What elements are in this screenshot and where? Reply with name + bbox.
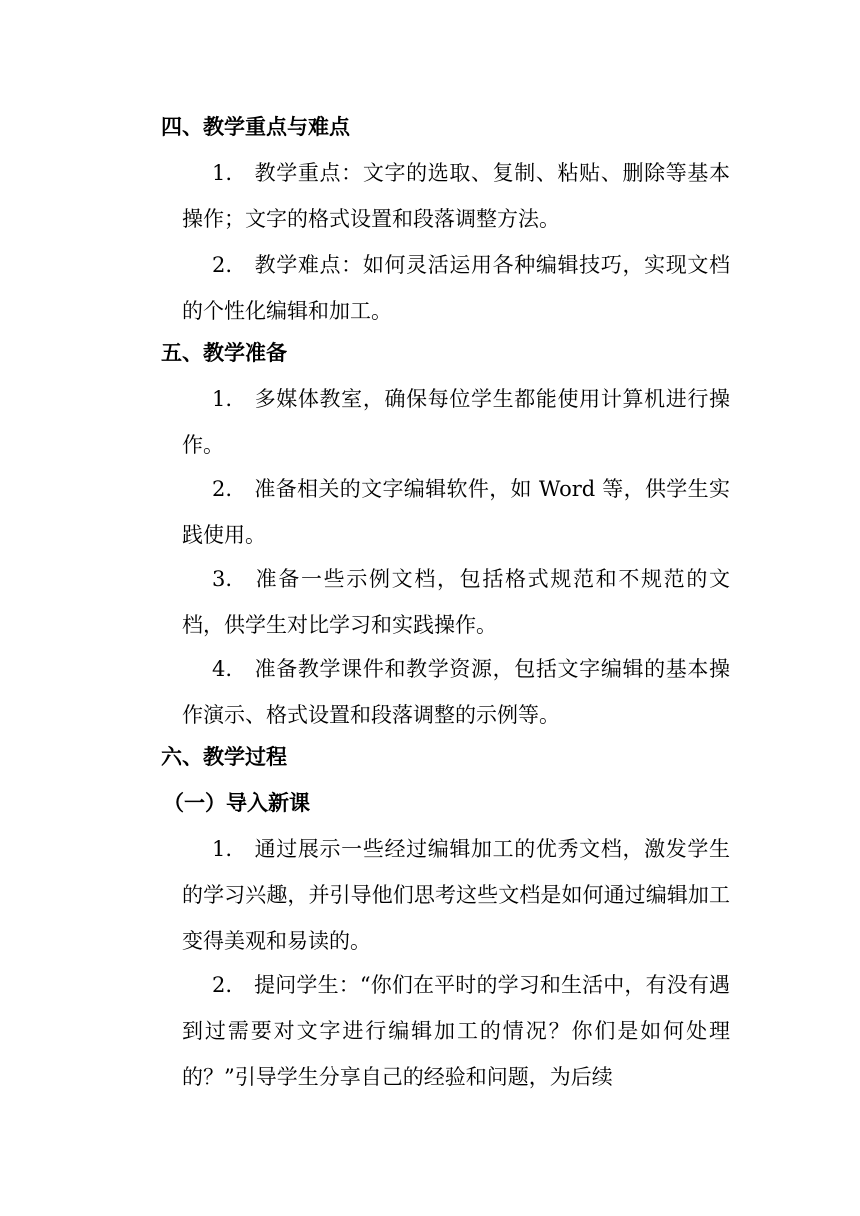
item-text: 准备一些示例文档，包括格式规范和不规范的文档，供学生对比学习和实践操作。 (182, 567, 730, 637)
item-number: 1. (212, 837, 233, 861)
item-text: 准备教学课件和教学资源，包括文字编辑的基本操作演示、格式设置和段落调整的示例等。 (182, 657, 730, 727)
list-item (182, 466, 730, 558)
section-heading-process: 六、教学过程 (161, 745, 287, 769)
item-text: 教学重点：文字的选取、复制、粘贴、删除等基本操作；文字的格式设置和段落调整方法。 (182, 161, 730, 231)
list-item (182, 376, 730, 468)
item-number: 2. (212, 477, 233, 501)
list-item (182, 646, 730, 738)
item-text: 准备相关的文字编辑软件，如 Word 等，供学生实践使用。 (182, 477, 730, 547)
item-text: 多媒体教室，确保每位学生都能使用计算机进行操作。 (182, 387, 730, 457)
list-item (182, 962, 730, 1100)
item-number: 4. (212, 657, 233, 681)
item-number: 1. (212, 161, 233, 185)
section-heading-preparation: 五、教学准备 (161, 341, 287, 365)
item-text: 通过展示一些经过编辑加工的优秀文档，激发学生的学习兴趣，并引导他们思考这些文档是如何通过编辑加工变得美观和易读的。 (182, 837, 730, 953)
item-number: 2. (212, 973, 233, 997)
item-text: 提问学生：“你们在平时的学习和生活中，有没有遇到过需要对文字进行编辑加工的情况？你们是如何处理的？”引导学生分享自己的经验和问题，为后续 (182, 973, 730, 1089)
list-item (182, 826, 730, 964)
list-item (182, 556, 730, 648)
list-item (182, 242, 730, 334)
item-number: 3. (212, 567, 233, 591)
section-heading-key-points: 四、教学重点与难点 (161, 115, 350, 139)
item-number: 2. (212, 253, 233, 277)
item-number: 1. (212, 387, 233, 411)
item-text: 教学难点：如何灵活运用各种编辑技巧，实现文档的个性化编辑和加工。 (182, 253, 730, 323)
subsection-heading-intro: （一）导入新课 (163, 791, 310, 815)
list-item (182, 150, 730, 242)
